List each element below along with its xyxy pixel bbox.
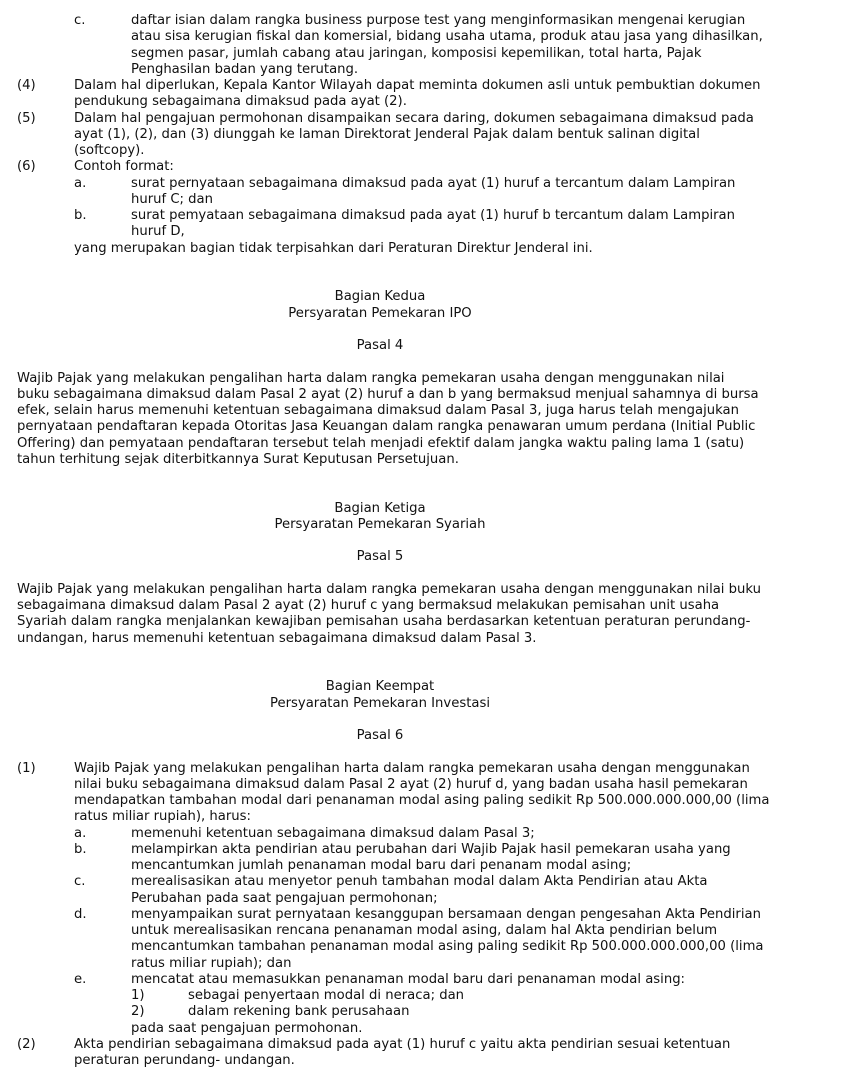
text-line [0,192,860,208]
text-line [0,956,860,972]
list-item [0,761,860,1037]
text-line [0,842,860,858]
line-text: surat pernyataan sebagaimana dimaksud pada ayat (1) huruf a tercantum dalam Lampiran [131,175,736,191]
line-text: Penghasilan badan yang terutang. [131,61,359,77]
text-line [0,1053,860,1069]
line-text: mencantumkan tambahan penanaman modal asing paling sedikit Rp 500.000.000.000,00 (lima [131,939,764,955]
line-text: sebagaimana dimaksud dalam Pasal 2 ayat (2) huruf c yang bermaksud melakukan pemisahan unit usaha [17,598,720,613]
text-line [0,241,860,257]
text-line [0,1037,860,1053]
line-text: untuk merealisasikan rencana penanaman modal asing, dalam hal Akta pendirian belum [131,923,718,938]
list-item [0,1004,860,1020]
line-text: pada saat pengajuan permohonan. [131,1020,363,1036]
text-line [0,159,860,175]
line-text: efek, selain harus memenuhi ketentuan sebagaimana dimaksud dalam Pasal 3, juga harus telah mengajukan [17,403,739,418]
item-label: 1) [131,988,145,1003]
item-label: (6) [17,159,36,175]
line-text: ratus miliar rupiah), harus: [74,809,251,825]
item-label: b. [74,841,87,857]
item-label: d. [74,906,87,922]
paragraph [0,582,860,647]
item-label: a. [74,175,87,191]
item-label: c. [74,13,86,28]
article-title [0,338,860,354]
line-text: tahun terhitung sejak diterbitkannya Surat Keputusan Persetujuan. [17,451,459,467]
heading-line: Persyaratan Pemekaran IPO [288,305,472,321]
list-item [0,988,860,1004]
line-text: Dalam hal diperlukan, Kepala Kantor Wilayah dapat meminta dokumen asli untuk pembuktian dokumen [74,78,761,93]
text-line [0,582,860,598]
text-line [0,419,860,435]
item-label: c. [74,874,86,890]
article-title [0,728,860,744]
list-item [0,826,860,842]
text-line [0,371,860,387]
text-line [0,224,860,240]
list-item [0,159,860,257]
line-text: huruf D, [131,224,185,240]
item-label: (1) [17,760,36,776]
list-item [0,176,860,209]
text-line [0,13,860,29]
text-line [0,111,860,127]
line-text: peraturan perundang- undangan. [74,1053,295,1068]
line-text: pendukung sebagaimana dimaksud pada ayat (2). [74,94,407,110]
list-item [0,13,860,78]
line-text: buku sebagaimana dimaksud dalam Pasal 2 ayat (2) huruf a dan b yang bermaksud menjual sahamnya di bursa [17,386,759,402]
line-text: ratus miliar rupiah); dan [131,955,292,971]
item-label: (2) [17,1036,36,1052]
text-line [0,176,860,192]
list-item [0,208,860,241]
heading-line: Persyaratan Pemekaran Investasi [270,695,490,711]
text-line [0,598,860,614]
line-text: Akta pendirian sebagaimana dimaksud pada ayat (1) huruf c yaitu akta pendirian sesuai ketentuan [74,1036,731,1052]
line-text: Perubahan pada saat pengajuan permohonan; [131,890,438,906]
text-line [0,1004,860,1020]
line-text: surat pemyataan sebagaimana dimaksud pada ayat (1) huruf b tercantum dalam Lampiran [131,208,735,223]
section-heading [0,289,860,322]
text-line [0,761,860,777]
section-heading [0,501,860,534]
article-title [0,549,860,565]
list-item [0,874,860,907]
text-line [0,793,860,809]
line-text: mencatat atau memasukkan penanaman modal baru dari penanaman modal asing: [131,971,686,987]
text-line [0,907,860,923]
line-text: menyampaikan surat pernyataan kesanggupan bersamaan dengan pengesahan Akta Pendirian [131,906,761,922]
list-item [0,907,860,972]
line-text: sebagai penyertaan modal di neraca; dan [188,988,465,1003]
paragraph [0,371,860,469]
item-label: (4) [17,78,36,93]
heading-line: Bagian Ketiga [334,500,426,516]
line-text: yang merupakan bagian tidak terpisahkan dari Peraturan Direktur Jenderal ini. [74,240,593,256]
text-line [0,614,860,630]
heading-line: Persyaratan Pemekaran Syariah [274,516,486,532]
line-text: Wajib Pajak yang melakukan pengalihan harta dalam rangka pemekaran usaha dengan menggunakan nilai [17,370,725,386]
numbered-list [0,761,860,1070]
line-text: Dalam hal pengajuan permohonan disampaikan secara daring, dokumen sebagaimana dimaksud pada [74,110,754,126]
text-line [0,631,860,647]
text-line [0,387,860,403]
text-line [0,436,860,452]
line-text: (softcopy). [74,143,145,158]
text-line [0,858,860,874]
line-text: Wajib Pajak yang melakukan pengalihan harta dalam rangka pemekaran usaha dengan menggunakan nilai buku [17,581,761,597]
text-line [0,29,860,45]
list-item [0,972,860,1037]
item-label: b. [74,208,87,223]
text-line [0,403,860,419]
line-text: pernyataan pendaftaran kepada Otoritas Jasa Keuangan dalam rangka penawaran umum perdana (Initial Public [17,419,756,435]
heading-line: Bagian Kedua [334,289,426,305]
line-text: Syariah dalam rangka menjalankan kewajiban pemisahan usaha berdasarkan ketentuan peraturan perundang- [17,614,751,630]
text-line [0,452,860,468]
line-text: mencantumkan jumlah penanaman modal baru dari penanam modal asing; [131,858,632,873]
heading-line: Bagian Keempat [325,679,435,695]
line-text: Offering) dan pemyataan pendaftaran tersebut telah menjadi efektif dalam jangka waktu paling lama 1 (satu) [17,435,745,451]
text-line [0,62,860,78]
text-line [0,809,860,825]
text-line [0,972,860,988]
pasal-title: Pasal 6 [356,728,404,743]
list-item [0,1037,860,1070]
list-item [0,111,860,160]
line-text: dalam rekening bank perusahaan [188,1004,410,1020]
pasal-title: Pasal 4 [356,338,404,353]
list-item [0,78,860,111]
text-line [0,826,860,842]
section-heading [0,679,860,712]
text-line [0,777,860,793]
text-line [0,988,860,1004]
text-line [0,94,860,110]
text-line [0,143,860,159]
line-text: mendapatkan tambahan modal dari penanaman modal asing paling sedikit Rp 500.000.000.000,00 (lima [74,793,770,808]
text-line [0,127,860,143]
list-item [0,842,860,875]
pasal-title: Pasal 5 [356,549,404,565]
line-text: merealisasikan atau menyetor penuh tambahan modal dalam Akta Pendirian atau Akta [131,874,708,890]
line-text: daftar isian dalam rangka business purpose test yang menginformasikan mengenai kerugian [131,13,746,28]
line-text: ayat (1), (2), dan (3) diunggah ke laman Direktorat Jenderal Pajak dalam bentuk salinan digital [74,126,700,142]
item-label: e. [74,971,87,987]
line-text: Wajib Pajak yang melakukan pengalihan harta dalam rangka pemekaran usaha dengan menggunakan [74,760,750,776]
text-line [0,78,860,94]
text-line [0,208,860,224]
line-text: undangan, harus memenuhi ketentuan sebagaimana dimaksud dalam Pasal 3. [17,630,537,646]
line-text: huruf C; dan [131,191,213,207]
line-text: atau sisa kerugian fiskal dan komersial, bidang usaha utama, produk atau jasa yang dihasilkan, [131,29,763,45]
line-text: melampirkan akta pendirian atau perubahan dari Wajib Pajak hasil pemekaran usaha yang [131,841,731,857]
line-text: Contoh format: [74,159,174,175]
text-line [0,923,860,939]
document-page [0,13,860,1069]
text-line [0,874,860,890]
item-label: a. [74,825,87,841]
line-text: nilai buku sebagaimana dimaksud dalam Pasal 2 ayat (2) huruf d, yang badan usaha hasil pemekaran [74,776,748,792]
text-line [0,891,860,907]
line-text: memenuhi ketentuan sebagaimana dimaksud dalam Pasal 3; [131,825,535,841]
numbered-list [0,13,860,257]
text-line [0,939,860,955]
line-text: segmen pasar, jumlah cabang atau jaringan, komposisi kepemilikan, total harta, Pajak [131,45,702,61]
item-label: 2) [131,1004,145,1020]
text-line [0,46,860,62]
item-label: (5) [17,110,36,126]
text-line [0,1021,860,1037]
